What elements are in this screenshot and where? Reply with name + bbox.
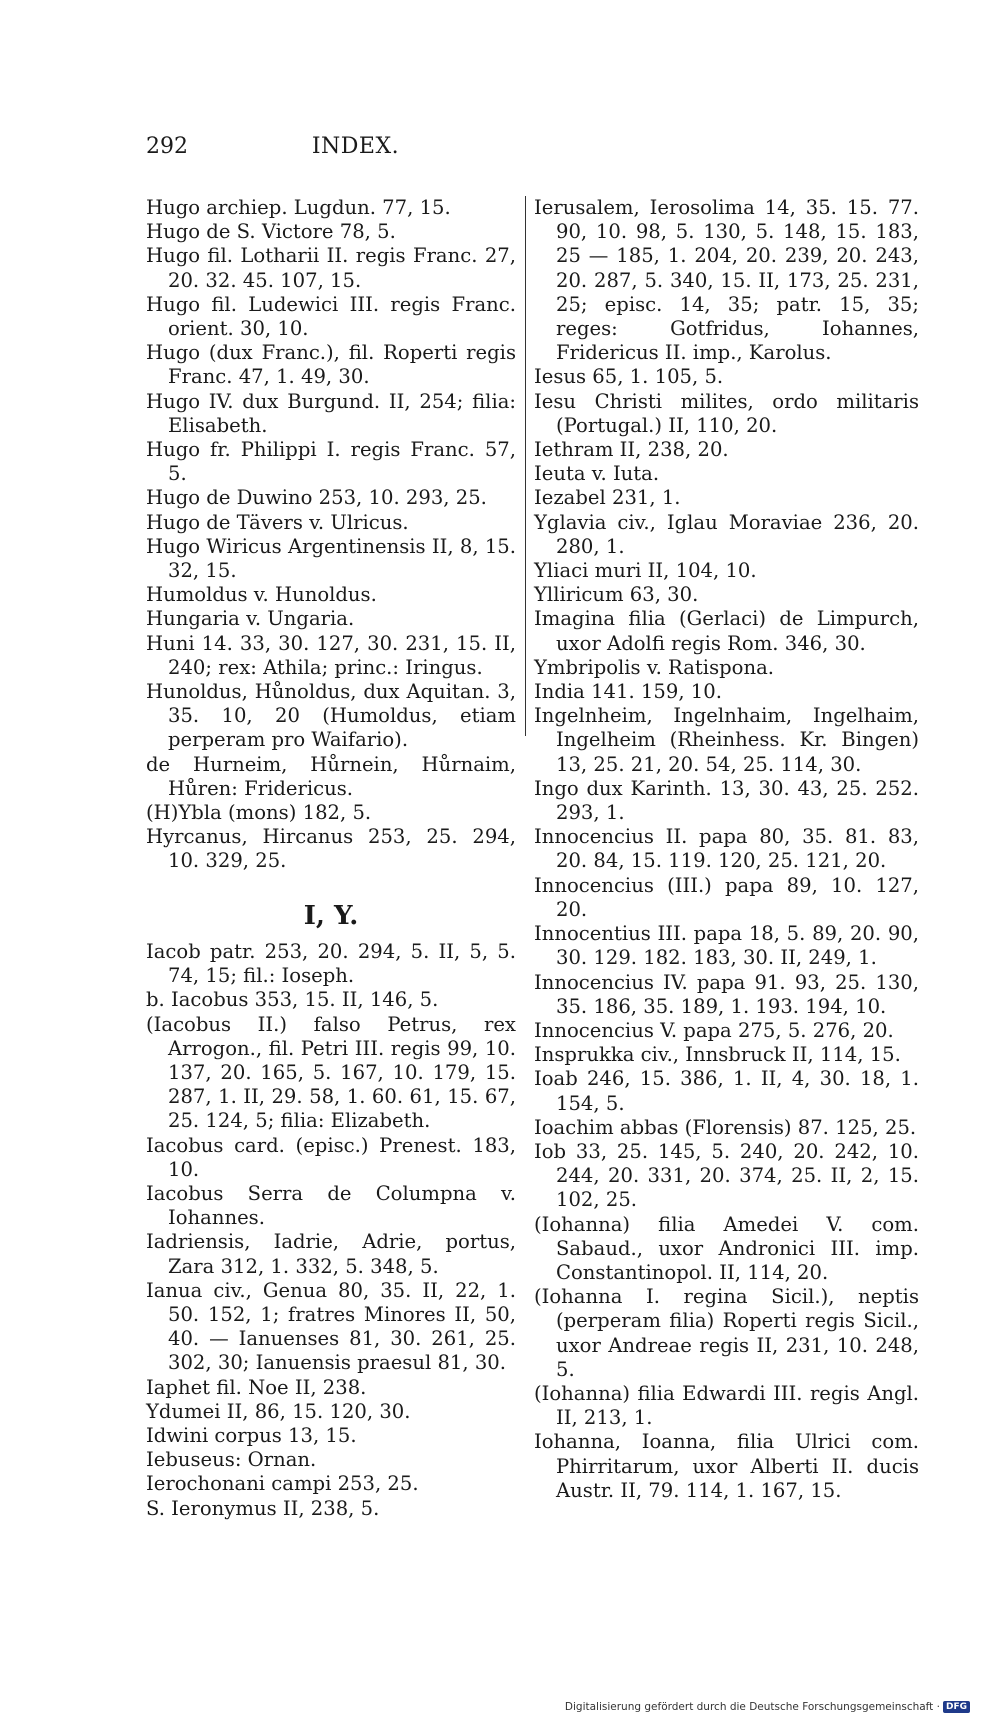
index-entry: Humoldus v. Hunoldus. <box>146 583 377 607</box>
index-entry: Ianua civ., Genua 80, 35. II, 22, 1. 50. 152, 1; fratres Minores II, 50, 40. — Ianuenses 81, 30. 261, 25. 302, 30; Ianuensis praesul 81, 30. <box>146 1278 516 1375</box>
index-entry: Idwini corpus 13, 15. <box>146 1423 357 1447</box>
index-entry: Yglavia civ., Iglau Moraviae 236, 20. 280, 1. <box>534 510 919 558</box>
index-entry: Insprukka civ., Innsbruck II, 114, 15. <box>534 1043 901 1067</box>
index-entry: Innocencius V. papa 275, 5. 276, 20. <box>534 1018 894 1042</box>
index-entry: Iacobus Serra de Columpna v. Iohannes. <box>146 1181 516 1230</box>
index-entry: Hugo fil. Lotharii II. regis Franc. 27, 20. 32. 45. 107, 15. <box>146 244 516 292</box>
index-entry: Iacob patr. 253, 20. 294, 5. II, 5, 5. 74, 15; fil.: Ioseph. <box>146 939 516 988</box>
index-entry: Ingo dux Karinth. 13, 30. 43, 25. 252. 293, 1. <box>534 776 919 825</box>
index-entry: Innocencius IV. papa 91. 93, 25. 130, 35. 186, 35. 189, 1. 193. 194, 10. <box>534 970 919 1018</box>
index-entry: Iethram II, 238, 20. <box>534 438 729 462</box>
index-entry: (Iohanna) filia Edwardi III. regis Angl. II, 213, 1. <box>534 1381 919 1430</box>
index-entry: Iebuseus: Ornan. <box>146 1448 317 1472</box>
index-entry: Ierusalem, Ierosolima 14, 35. 15. 77. 90, 10. 98, 5. 130, 5. 148, 15. 183, 25 — 185, 1. 204, 20. 239, 20. 243, 20. 287, 5. 340, 15. II, 173, 25. 231, 25; episc. 14, 35; patr. 15, 35; reges: Gotfridus, Iohannes, Fridericus II. imp., Karolus. <box>534 196 919 365</box>
index-entry: Ioachim abbas (Florensis) 87. 125, 25. <box>534 1115 917 1139</box>
section-heading: I, Y. <box>303 900 359 931</box>
dfg-logo-icon: DFG <box>943 1701 970 1713</box>
index-entry: (Iohanna I. regina Sicil.), neptis (perperam filia) Roperti regis Sicil., uxor Andreae regis II, 231, 10. 248, 5. <box>534 1285 919 1381</box>
index-entry: Hugo de Duwino 253, 10. 293, 25. <box>146 486 487 510</box>
index-entry: Hugo Wiricus Argentinensis II, 8, 15. 32, 15. <box>146 534 516 583</box>
index-entry: Hugo de Tävers v. Ulricus. <box>146 510 409 534</box>
index-entry: Hungaria v. Ungaria. <box>146 607 355 631</box>
index-entry: Hugo IV. dux Burgund. II, 254; filia: Elisabeth. <box>146 389 516 437</box>
left-entries-h <box>146 196 516 874</box>
index-entry: Iacobus card. (episc.) Prenest. 183, 10. <box>146 1133 516 1181</box>
index-entry: Innocencius (III.) papa 89, 10. 127, 20. <box>534 873 919 921</box>
index-entry: Ierochonani campi 253, 25. <box>146 1472 419 1496</box>
index-entry: Iob 33, 25. 145, 5. 240, 20. 242, 10. 244, 20. 331, 20. 374, 25. II, 2, 15. 102, 25. <box>534 1139 919 1212</box>
index-entry: Iohanna, Ioanna, filia Ulrici com. Phirritarum, uxor Alberti II. ducis Austr. II, 79. 114, 1. 167, 15. <box>534 1430 919 1502</box>
index-entry: India 141. 159, 10. <box>534 680 722 704</box>
index-entry: b. Iacobus 353, 15. II, 146, 5. <box>146 988 439 1012</box>
index-entry: Hugo archiep. Lugdun. 77, 15. <box>146 196 451 219</box>
index-entry: (Iohanna) filia Amedei V. com. Sabaud., uxor Andronici III. imp. Constantinopol. II, 114, 20. <box>534 1212 919 1284</box>
index-entry: (Iacobus II.) falso Petrus, rex Arrogon., fil. Petri III. regis 99, 10. 137, 20. 165, 5. 167, 10. 179, 15. 287, 1. II, 29. 58, 1. 60. 61, 15. 67, 25. 124, 5; filia: Elizabeth. <box>146 1012 516 1133</box>
footer-text: Digitalisierung gefördert durch die Deutsche Forschungsgemeinschaft · <box>564 1701 940 1713</box>
index-entry: Hugo fr. Philippi I. regis Franc. 57, 5. <box>146 438 516 486</box>
index-entry: S. Ieronymus II, 238, 5. <box>146 1496 380 1520</box>
index-entry: Iaphet fil. Noe II, 238. <box>146 1375 367 1399</box>
index-entry: Hunoldus, Hůnoldus, dux Aquitan. 3, 35. 10, 20 (Humoldus, etiam perperam pro Waifario). <box>146 680 516 752</box>
index-entry: Ylliricum 63, 30. <box>534 583 699 607</box>
index-entry: Iesus 65, 1. 105, 5. <box>534 365 724 389</box>
index-entry: Imagina filia (Gerlaci) de Limpurch, uxor Adolfi regis Rom. 346, 30. <box>534 607 919 655</box>
index-entry: Ymbripolis v. Ratispona. <box>534 655 774 679</box>
index-entry: Yliaci muri II, 104, 10. <box>534 559 757 583</box>
index-entry: Hugo de S. Victore 78, 5. <box>146 220 396 244</box>
running-title: INDEX. <box>311 134 400 159</box>
index-entry: Ingelnheim, Ingelnhaim, Ingelhaim, Ingelheim (Rheinhess. Kr. Bingen) 13, 25. 21, 20. 54, 25. 114, 30. <box>534 704 919 776</box>
index-entry: Huni 14. 33, 30. 127, 30. 231, 15. II, 240; rex: Athila; princ.: Iringus. <box>146 631 516 679</box>
index-entry: Ydumei II, 86, 15. 120, 30. <box>146 1399 411 1423</box>
index-entry: Innocentius III. papa 18, 5. 89, 20. 90, 30. 129. 182. 183, 30. II, 249, 1. <box>534 922 919 970</box>
index-entry: de Hurneim, Hůrnein, Hůrnaim, Hůren: Fridericus. <box>146 752 516 800</box>
index-entry: Hugo (dux Franc.), fil. Roperti regis Franc. 47, 1. 49, 30. <box>146 341 516 389</box>
index-entry: Iezabel 231, 1. <box>534 486 681 510</box>
index-entry: Innocencius II. papa 80, 35. 81. 83, 20. 84, 15. 119. 120, 25. 121, 20. <box>534 825 919 873</box>
right-column <box>534 196 919 1503</box>
left-entries-i <box>146 940 516 1521</box>
index-entry: Iesu Christi milites, ordo militaris (Portugal.) II, 110, 20. <box>534 389 919 437</box>
left-column <box>146 196 516 1521</box>
index-entry: Hyrcanus, Hircanus 253, 25. 294, 10. 329, 25. <box>146 825 516 873</box>
right-entries <box>534 196 919 1503</box>
index-entry: Ieuta v. Iuta. <box>534 462 660 486</box>
digitization-footer <box>565 1701 970 1713</box>
column-divider <box>525 196 526 736</box>
page-header <box>146 134 565 164</box>
index-entry: Hugo fil. Ludewici III. regis Franc. orient. 30, 10. <box>146 292 516 341</box>
index-entry: (H)Ybla (mons) 182, 5. <box>146 801 372 825</box>
page-number: 292 <box>146 134 188 159</box>
index-entry: Ioab 246, 15. 386, 1. II, 4, 30. 18, 1. 154, 5. <box>534 1067 919 1115</box>
index-entry: Iadriensis, Iadrie, Adrie, portus, Zara 312, 1. 332, 5. 348, 5. <box>146 1230 516 1278</box>
